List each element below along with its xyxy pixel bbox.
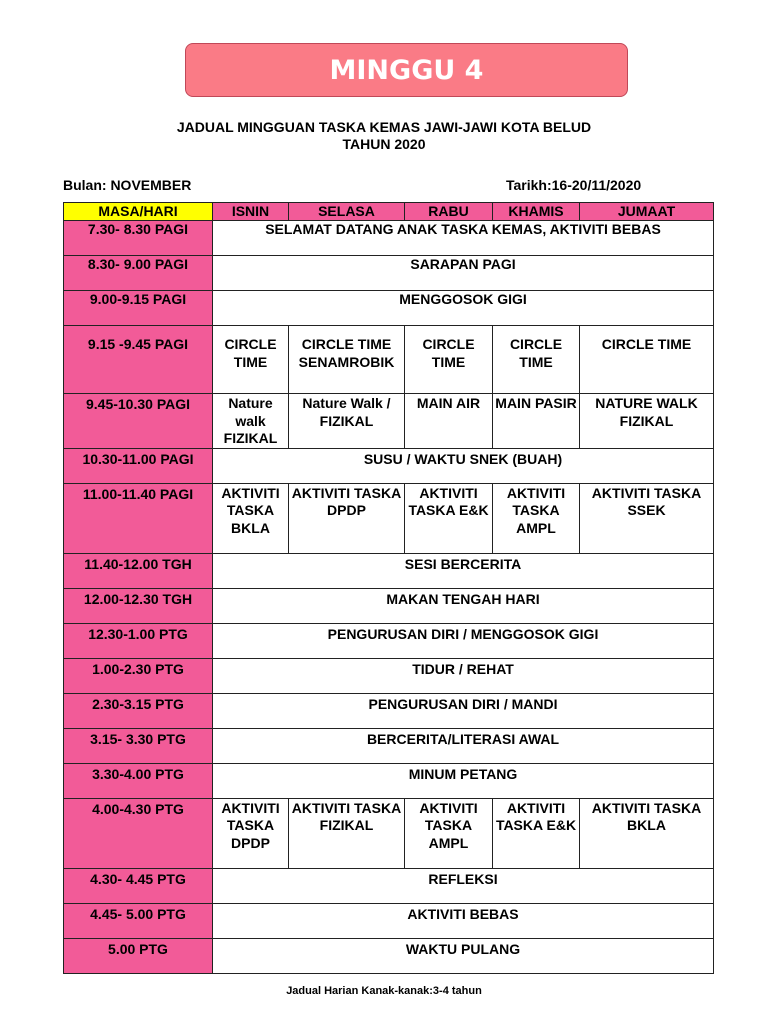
- time-cell: 3.15- 3.30 PTG: [64, 728, 213, 763]
- time-cell: 4.30- 4.45 PTG: [64, 868, 213, 903]
- activity-cell: TIDUR / REHAT: [213, 658, 714, 693]
- table-row: [64, 448, 714, 483]
- day-cell-jumaat: NATURE WALK FIZIKAL: [580, 394, 714, 449]
- activity-cell: MENGGOSOK GIGI: [213, 291, 714, 326]
- day-cell-jumaat: CIRCLE TIME: [580, 326, 714, 394]
- time-cell: 10.30-11.00 PAGI: [64, 448, 213, 483]
- day-cell-isnin: AKTIVITI TASKA DPDP: [213, 798, 289, 868]
- time-cell: 9.45-10.30 PAGI: [64, 394, 213, 449]
- time-cell: 11.00-11.40 PAGI: [64, 483, 213, 553]
- time-cell: 12.00-12.30 TGH: [64, 588, 213, 623]
- activity-cell: MINUM PETANG: [213, 763, 714, 798]
- week-banner-text: MINGGU 4: [329, 54, 484, 86]
- day-cell-selasa: AKTIVITI TASKA FIZIKAL: [289, 798, 405, 868]
- table-row: [64, 728, 714, 763]
- day-cell-khamis: AKTIVITI TASKA AMPL: [493, 483, 580, 553]
- header-selasa: SELASA: [289, 203, 405, 221]
- time-cell: 5.00 PTG: [64, 938, 213, 973]
- table-header-row: [64, 203, 714, 221]
- time-cell: 4.45- 5.00 PTG: [64, 903, 213, 938]
- day-cell-selasa: CIRCLE TIME SENAMROBIK: [289, 326, 405, 394]
- week-banner: [185, 43, 628, 97]
- time-cell: 3.30-4.00 PTG: [64, 763, 213, 798]
- time-cell: 9.15 -9.45 PAGI: [64, 326, 213, 394]
- time-cell: 2.30-3.15 PTG: [64, 693, 213, 728]
- activity-cell: REFLEKSI: [213, 868, 714, 903]
- footer-note: Jadual Harian Kanak-kanak:3-4 tahun: [286, 985, 482, 997]
- table-row: [64, 868, 714, 903]
- day-cell-khamis: MAIN PASIR: [493, 394, 580, 449]
- day-cell-khamis: AKTIVITI TASKA E&K: [493, 798, 580, 868]
- activity-cell: SUSU / WAKTU SNEK (BUAH): [213, 448, 714, 483]
- day-cell-selasa: AKTIVITI TASKA DPDP: [289, 483, 405, 553]
- activity-cell: AKTIVITI BEBAS: [213, 903, 714, 938]
- header-rabu: RABU: [405, 203, 493, 221]
- day-cell-isnin: AKTIVITI TASKA BKLA: [213, 483, 289, 553]
- table-row: [64, 256, 714, 291]
- time-cell: 8.30- 9.00 PAGI: [64, 256, 213, 291]
- time-cell: 4.00-4.30 PTG: [64, 798, 213, 868]
- table-row: [64, 903, 714, 938]
- activity-cell: SARAPAN PAGI: [213, 256, 714, 291]
- table-row: [64, 938, 714, 973]
- table-row: [64, 483, 714, 553]
- activity-cell: SESI BERCERITA: [213, 553, 714, 588]
- table-row: [64, 588, 714, 623]
- day-cell-khamis: CIRCLE TIME: [493, 326, 580, 394]
- activity-cell: MAKAN TENGAH HARI: [213, 588, 714, 623]
- activity-cell: PENGURUSAN DIRI / MENGGOSOK GIGI: [213, 623, 714, 658]
- date-range-label: Tarikh:16-20/11/2020: [506, 177, 642, 193]
- header-masa-hari: MASA/HARI: [64, 203, 213, 221]
- activity-cell: PENGURUSAN DIRI / MANDI: [213, 693, 714, 728]
- day-cell-rabu: MAIN AIR: [405, 394, 493, 449]
- day-cell-isnin: Nature walk FIZIKAL: [213, 394, 289, 449]
- header-khamis: KHAMIS: [493, 203, 580, 221]
- table-row: [64, 291, 714, 326]
- table-row: [64, 798, 714, 868]
- weekly-schedule-table: [63, 202, 714, 974]
- time-cell: 12.30-1.00 PTG: [64, 623, 213, 658]
- schedule-title: JADUAL MINGGUAN TASKA KEMAS JAWI-JAWI KOTA BELUD: [176, 119, 592, 135]
- month-label: Bulan: NOVEMBER: [63, 177, 192, 193]
- header-isnin: ISNIN: [213, 203, 289, 221]
- day-cell-isnin: CIRCLE TIME: [213, 326, 289, 394]
- table-row: [64, 658, 714, 693]
- day-cell-jumaat: AKTIVITI TASKA SSEK: [580, 483, 714, 553]
- table-row: [64, 553, 714, 588]
- table-row: [64, 394, 714, 449]
- activity-cell: BERCERITA/LITERASI AWAL: [213, 728, 714, 763]
- activity-cell: SELAMAT DATANG ANAK TASKA KEMAS, AKTIVITI BEBAS: [213, 221, 714, 256]
- schedule-year: TAHUN 2020: [342, 136, 426, 152]
- table-row: [64, 693, 714, 728]
- time-cell: 11.40-12.00 TGH: [64, 553, 213, 588]
- table-row: [64, 763, 714, 798]
- table-row: [64, 623, 714, 658]
- table-row: [64, 326, 714, 394]
- day-cell-rabu: AKTIVITI TASKA E&K: [405, 483, 493, 553]
- day-cell-jumaat: AKTIVITI TASKA BKLA: [580, 798, 714, 868]
- day-cell-selasa: Nature Walk / FIZIKAL: [289, 394, 405, 449]
- day-cell-rabu: CIRCLE TIME: [405, 326, 493, 394]
- time-cell: 9.00-9.15 PAGI: [64, 291, 213, 326]
- time-cell: 7.30- 8.30 PAGI: [64, 221, 213, 256]
- header-jumaat: JUMAAT: [580, 203, 714, 221]
- time-cell: 1.00-2.30 PTG: [64, 658, 213, 693]
- table-row: [64, 221, 714, 256]
- day-cell-rabu: AKTIVITI TASKA AMPL: [405, 798, 493, 868]
- activity-cell: WAKTU PULANG: [213, 938, 714, 973]
